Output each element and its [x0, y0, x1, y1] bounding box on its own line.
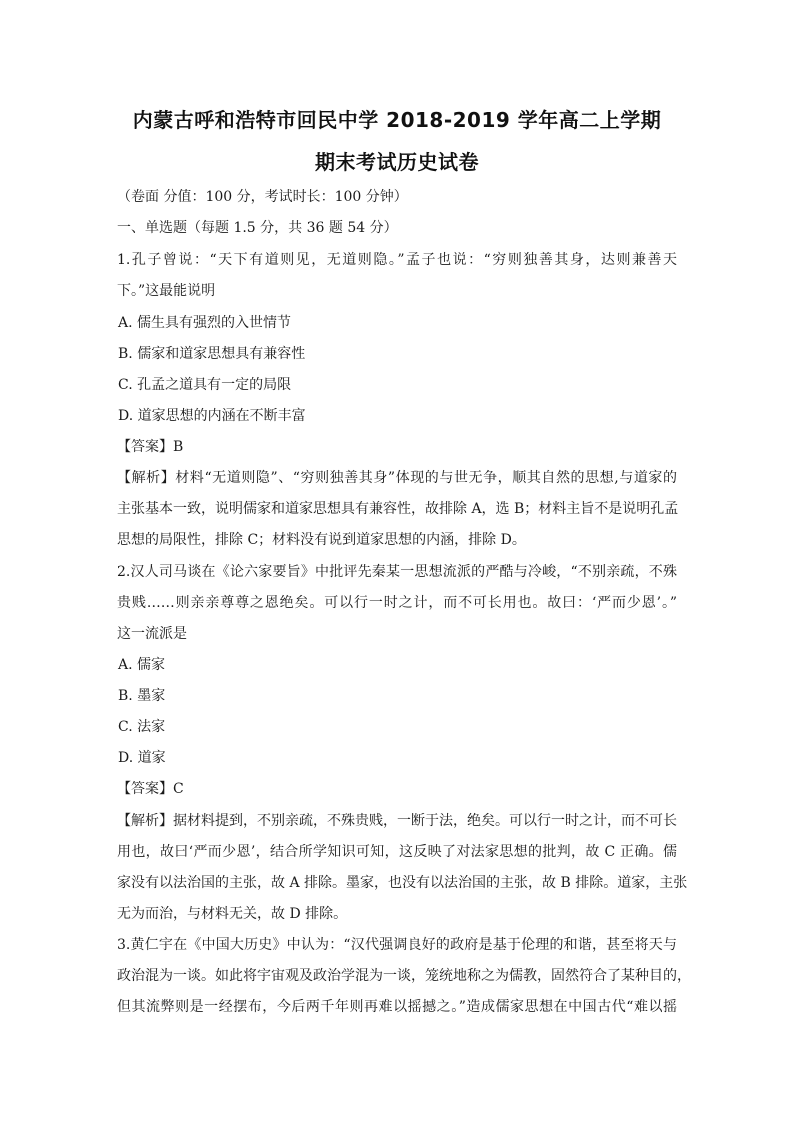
question-2-analysis-line-2: 用也，故曰‘严而少恩’，结合所学知识可知，这反映了对法家思想的批判，故 C 正确。儒	[117, 844, 677, 860]
question-2-option-b: B. 墨家	[118, 688, 166, 704]
question-1-stem-line-2: 下。”这最能说明	[117, 283, 216, 299]
question-2-stem-line-1: 2.汉人司马谈在《论六家要旨》中批评先秦某一思想流派的严酷与冷峻，“不别亲疏，不殊	[117, 564, 677, 580]
question-1-stem-line-1: 1.孔子曾说：“天下有道则见，无道则隐。”孟子也说：“穷则独善其身，达则兼善天	[117, 252, 677, 268]
question-2-analysis-line-1: 【解析】据材料提到，不别亲疏，不殊贵贱，一断于法，绝矣。可以行一时之计，而不可长	[117, 813, 677, 829]
question-1-option-c: C. 孔孟之道具有一定的局限	[118, 377, 292, 393]
question-2-analysis-line-3: 家没有以法治国的主张，故 A 排除。墨家，也没有以法治国的主张，故 B 排除。道家，主张	[117, 875, 688, 891]
question-3-stem-line-1: 3.黄仁宇在《中国大历史》中认为：“汉代强调良好的政府是基于伦理的和谐，甚至将天与	[117, 937, 677, 953]
exam-info: （卷面 分值：100 分，考试时长：100 分钟）	[117, 189, 408, 205]
question-3-stem-line-3: 但其流弊则是一经摆布，今后两千年则再难以摇撼之。”造成儒家思想在中国古代“难以摇	[117, 999, 677, 1015]
question-1-answer: 【答案】B	[117, 439, 184, 455]
question-1-option-b: B. 儒家和道家思想具有兼容性	[118, 346, 306, 362]
question-1-analysis-line-3: 思想的局限性，排除 C；材料没有说到道家思想的内涵，排除 D。	[117, 532, 526, 548]
question-1-option-d: D. 道家思想的内涵在不断丰富	[118, 408, 306, 424]
question-1-option-a: A. 儒生具有强烈的入世情节	[118, 315, 292, 331]
question-2-analysis-line-4: 无为而治，与材料无关，故 D 排除。	[117, 906, 348, 922]
question-2-stem-line-2: 贵贱……则亲亲尊尊之恩绝矣。可以行一时之计，而不可长用也。故曰：‘严而少恩’。”	[117, 595, 677, 611]
question-2-stem-line-3: 这一流派是	[117, 626, 187, 642]
question-3-stem-line-2: 政治混为一谈。如此将宇宙观及政治学混为一谈，笼统地称之为儒教，固然符合了某种目的，	[117, 968, 691, 984]
exam-title-line2: 期末考试历史试卷	[315, 150, 479, 174]
question-2-option-d: D. 道家	[118, 750, 166, 766]
question-2-option-c: C. 法家	[118, 719, 166, 735]
exam-title-line1: 内蒙古呼和浩特市回民中学 2018-2019 学年高二上学期	[132, 108, 662, 132]
question-1-analysis-line-2: 主张基本一致，说明儒家和道家思想具有兼容性，故排除 A，选 B；材料主旨不是说明孔孟	[117, 501, 679, 517]
section-title: 一、单选题（每题 1.5 分，共 36 题 54 分）	[117, 220, 398, 236]
question-1-analysis-line-1: 【解析】材料“无道则隐”、“穷则独善其身”体现的与世无争，顺其自然的思想,与道家的	[117, 470, 677, 486]
question-2-answer: 【答案】C	[117, 781, 184, 797]
question-2-option-a: A. 儒家	[118, 657, 166, 673]
